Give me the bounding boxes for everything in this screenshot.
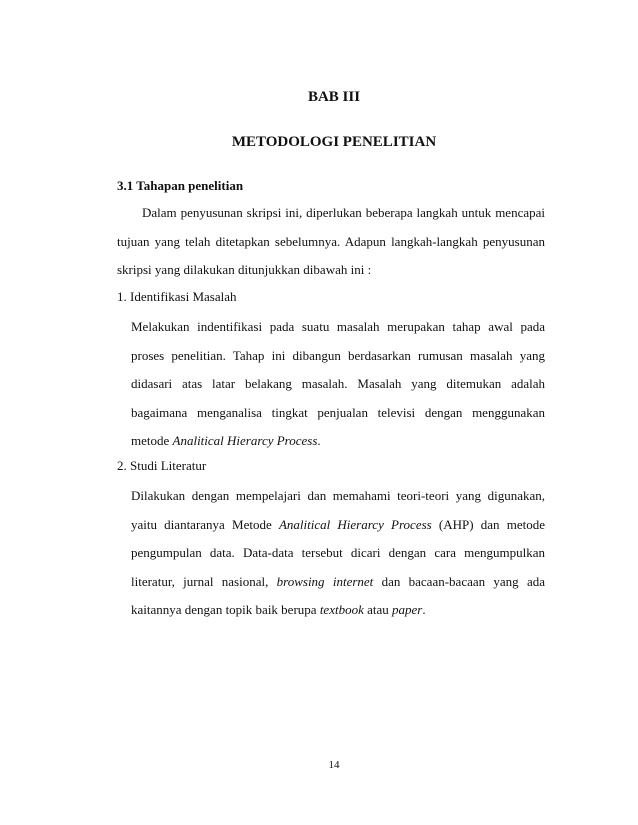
punctuation: . xyxy=(317,433,321,448)
intro-paragraph: Dalam penyusunan skripsi ini, diperlukan beberapa langkah untuk mencapai tujuan yang telah ditetapkan sebelumnya. Adapun langkah-langkah penyusunan skripsi yang dilakukan ditunjukkan dibawah ini : xyxy=(117,205,545,277)
italic-term: Analitical Hierarcy Process xyxy=(278,516,432,532)
italic-term: paper xyxy=(392,602,423,617)
page-number: 14 xyxy=(328,759,340,771)
italic-term: Analitical Hierarcy Process xyxy=(172,433,318,448)
list-item-body-1 xyxy=(131,313,545,456)
list-item-heading-2: 2. Studi Literatur xyxy=(117,458,207,473)
body-text: (AHP) dan metode pengumpulan data. Data-data tersebut dicari dengan cara mengumpulkan literatur, jurnal nasional, xyxy=(131,516,546,589)
list-item-heading-1: 1. Identifikasi Masalah xyxy=(117,289,237,304)
body-text: Dilakukan dengan mempelajari dan memahami teori-teori yang digunakan, yaitu diantaranya Metode xyxy=(131,488,545,532)
body-text: atau xyxy=(367,602,389,617)
body-text: Melakukan indentifikasi pada suatu masalah merupakan tahap awal pada proses penelitian. Tahap ini dibangun berdasarkan rumusan masalah yang didasari atas latar belakang masalah. Masalah yang ditemukan adalah bagaimana menganalisa tingkat penjualan televisi dengan menggunakan metode xyxy=(131,319,545,448)
chapter-title: METODOLOGI PENELITIAN xyxy=(231,134,437,150)
body-text: dan bacaan-bacaan yang ada kaitannya dengan topik baik berupa xyxy=(131,573,546,617)
italic-term: textbook xyxy=(319,602,364,617)
list-item-body-2 xyxy=(131,482,545,625)
chapter-number: BAB III xyxy=(307,89,361,105)
italic-term: browsing internet xyxy=(276,573,374,589)
punctuation: . xyxy=(422,602,426,617)
section-heading: 3.1 Tahapan penelitian xyxy=(117,178,244,193)
